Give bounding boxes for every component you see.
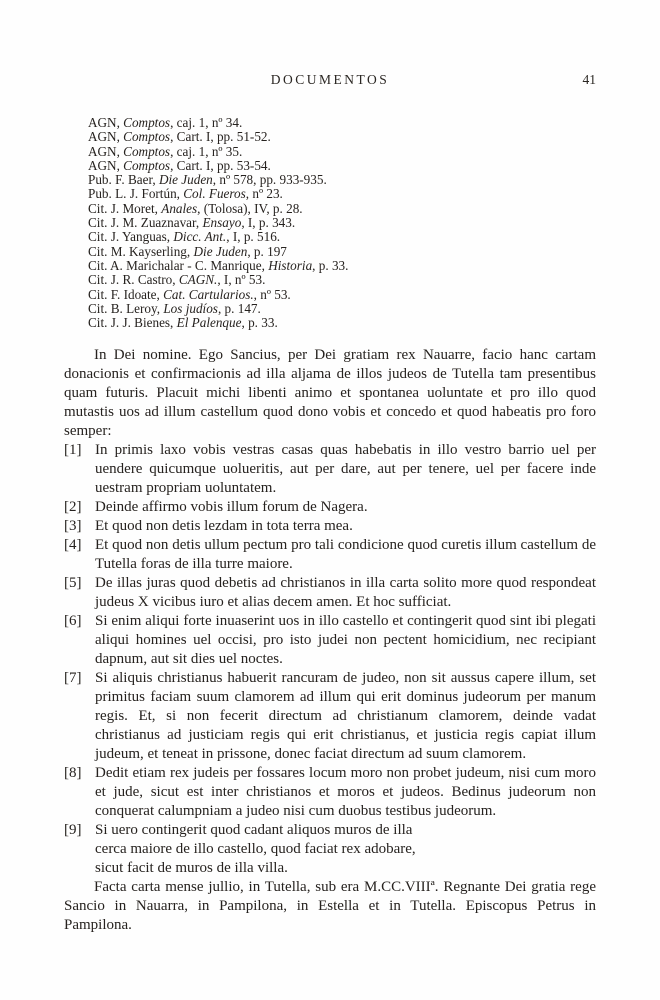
clause-text: Et quod non detis ullum pectum pro tali condicione quod curetis illum castellum de Tutella foras de illa turre maiore. xyxy=(95,537,596,573)
clause-text: Si enim aliqui forte inuaserint uos in illo castello et contingerit quod sint ibi plegati aliqui homines uel occisi, pro isto judei non pectent homicidium, nec recipiant dapnum, aut sit dies uel noctes. xyxy=(95,613,596,668)
clause xyxy=(64,441,596,498)
clause xyxy=(64,536,596,574)
citation-line xyxy=(88,116,596,130)
clause-number: [2] xyxy=(64,499,82,516)
citation-prefix: AGN, xyxy=(88,157,124,173)
citation-prefix: Cit. J. Moret, xyxy=(88,200,162,216)
citation-title: Die Juden xyxy=(193,243,248,259)
clause-number: [4] xyxy=(64,537,82,554)
citation-title: Los judíos xyxy=(163,300,218,316)
clause-number: [9] xyxy=(64,822,82,839)
citation-suffix: , Cart. I, pp. 51-52. xyxy=(170,129,271,145)
page-number: 41 xyxy=(582,72,596,87)
clause-number: [3] xyxy=(64,518,82,535)
clause xyxy=(64,764,596,821)
clause xyxy=(64,669,596,764)
citation-title: Comptos xyxy=(123,115,171,130)
citation-title: Comptos xyxy=(123,157,171,173)
clause-number: [5] xyxy=(64,575,82,592)
clause-verse-line: sicut facit de muros de illa villa. xyxy=(95,860,288,877)
clause-text xyxy=(95,821,596,878)
citation-suffix: , Cart. I, pp. 53-54. xyxy=(170,157,271,173)
clause-text: Deinde affirmo vobis illum forum de Nagera. xyxy=(95,499,368,516)
clause-text: Dedit etiam rex judeis per fossares locum moro non probet judeum, nisi cum moro et jude, sicut est inter christianos et moros et judeos. Bedinus judeorum non conquerat calumpniam a judeo nisi cum duobus testibus judeorum. xyxy=(95,765,596,820)
citation-title: Anales xyxy=(161,200,198,216)
citation-prefix: AGN, xyxy=(88,129,124,145)
clause-number: [7] xyxy=(64,670,82,687)
citation-suffix: , caj. 1, nº 35. xyxy=(170,143,243,159)
citation-title: Cat. Cartularios. xyxy=(163,286,254,302)
citation-line xyxy=(88,259,596,273)
citation-line xyxy=(88,245,596,259)
citation-title: Historia xyxy=(268,257,313,273)
citation-prefix: Cit. J. J. Bienes, xyxy=(88,315,177,331)
citation-prefix: Cit. F. Idoate, xyxy=(88,286,164,302)
citation-suffix: , I, p. 343. xyxy=(241,215,296,231)
citation-prefix: Cit. J. R. Castro, xyxy=(88,272,179,288)
clause xyxy=(64,517,596,536)
citation-suffix: , nº 53. xyxy=(253,286,291,302)
clause xyxy=(64,574,596,612)
citation-suffix: , I, p. 516. xyxy=(226,229,281,245)
clause-verse-line: cerca maiore de illo castello, quod faciat rex adobare, xyxy=(95,841,416,858)
citation-suffix: , caj. 1, nº 34. xyxy=(170,115,243,130)
clause-number: [1] xyxy=(64,442,82,459)
citation-prefix: Cit. B. Leroy, xyxy=(88,300,164,316)
citation-prefix: AGN, xyxy=(88,143,124,159)
citation-suffix: , p. 33. xyxy=(312,257,349,273)
citation-line xyxy=(88,202,596,216)
opening-paragraph: In Dei nomine. Ego Sancius, per Dei gratiam rex Nauarre, facio hanc cartam donacionis et confirmacionis ad illa aljama de illos judeos de Tutella tam presentibus quam futuris. Placuit michi libenti animo et spontanea uoluntate et pro illo quod mutastis uos ad illum castellum quod dono vobis et concedo et quod habeatis pro foro semper: xyxy=(64,347,596,440)
citation-line xyxy=(88,130,596,144)
citation-prefix: Cit. A. Marichalar - C. Manrique, xyxy=(88,257,269,273)
citation-line xyxy=(88,273,596,287)
clause-list xyxy=(64,441,596,878)
citation-title: Comptos xyxy=(123,143,171,159)
citation-prefix: Cit. J. M. Zuaznavar, xyxy=(88,215,203,231)
clause-number: [6] xyxy=(64,613,82,630)
citation-title: El Palenque xyxy=(176,315,242,331)
citation-title: CAGN. xyxy=(178,272,218,288)
citation-line xyxy=(88,302,596,316)
citation-line xyxy=(88,145,596,159)
citation-prefix: Cit. M. Kayserling, xyxy=(88,243,194,259)
citation-suffix: , nº 578, pp. 933-935. xyxy=(212,172,327,188)
clause-text: Si aliquis christianus habuerit rancuram de judeo, non sit aussus capere illum, set primitus faciam suum clamorem ad illum qui erit dominus judeorum per manum regis. Et, si non fecerit directum ad christianum clamorem, deinde vadat christianus ad justiciam regis qui erit christianus, et justicia regis capiat illum judeum, et teneat in prissone, donec faciat directum ad suum clamorem. xyxy=(95,670,596,763)
clause-text: Et quod non detis lezdam in tota terra mea. xyxy=(95,518,353,535)
citation-title: Die Juden xyxy=(158,172,213,188)
citation-line xyxy=(88,187,596,201)
closing-paragraph: Facta carta mense jullio, in Tutella, sub era M.CC.VIIIª. Regnante Dei gratia rege Sancio in Nauarra, in Pampilona, in Estella et in Tutella. Episcopus Petrus in Pampilona. xyxy=(64,879,596,934)
citation-suffix: , I, nº 53. xyxy=(217,272,266,288)
page-header xyxy=(64,72,596,88)
citation-prefix: Pub. F. Baer, xyxy=(88,172,159,188)
citation-suffix: , nº 23. xyxy=(245,186,283,202)
citation-suffix: , p. 33. xyxy=(241,315,278,331)
clause-number: [8] xyxy=(64,765,82,782)
citation-line xyxy=(88,288,596,302)
citation-line xyxy=(88,216,596,230)
clause xyxy=(64,821,596,878)
citation-line xyxy=(88,159,596,173)
clause-verse-line: Si uero contingerit quod cadant aliquos muros de illa xyxy=(95,822,413,839)
citation-prefix: Pub. L. J. Fortún, xyxy=(88,186,184,202)
citation-title: Ensayo xyxy=(202,215,242,231)
clause-text: De illas juras quod debetis ad christianos in illa carta solito more quod respondeat judeus X vicibus iuro et alias decem amen. Et hoc sufficiat. xyxy=(95,575,596,611)
citation-prefix: Cit. J. Yanguas, xyxy=(88,229,174,245)
citation-title: Dicc. Ant. xyxy=(173,229,227,245)
clause-text: In primis laxo vobis vestras casas quas habebatis in illo vestro barrio uel per uendere quicumque uolueritis, aut per dare, aut per tenere, uel per facere inde uestram propriam uoluntatem. xyxy=(95,442,596,497)
citation-line xyxy=(88,230,596,244)
citation-prefix: AGN, xyxy=(88,115,124,130)
citation-suffix: , (Tolosa), IV, p. 28. xyxy=(197,200,303,216)
clause xyxy=(64,498,596,517)
citation-title: Comptos xyxy=(123,129,171,145)
citation-line xyxy=(88,173,596,187)
running-title: DOCUMENTOS xyxy=(270,72,390,87)
citation-title: Col. Fueros xyxy=(183,186,246,202)
citation-line xyxy=(88,316,596,330)
citation-suffix: , p. 147. xyxy=(217,300,261,316)
citation-suffix: , p. 197 xyxy=(247,243,287,259)
citation-list xyxy=(88,116,596,330)
clause xyxy=(64,612,596,669)
